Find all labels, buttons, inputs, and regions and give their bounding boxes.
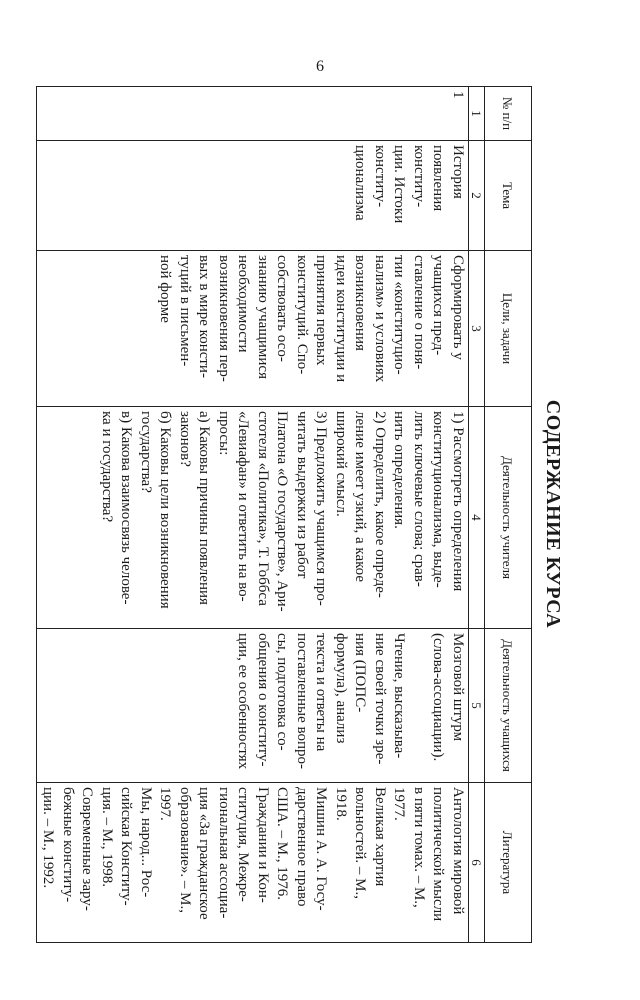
col-number: 1 [469,87,485,141]
cell-line: ка и государства? [99,411,115,523]
cell-line: вольностей. – М., [352,787,369,899]
teacher-activity-cell [37,407,469,629]
cell-line: текста и ответы на [313,633,330,752]
cell-line: ционализма [352,145,369,221]
header-num: № п/п [485,87,532,141]
cell-line: История [450,145,466,199]
cell-line: образование». – М., [177,787,193,913]
cell-line: возникновения пер- [216,255,232,382]
cell-line: тии «конституцио- [391,255,408,375]
header-literature: Литература [485,783,532,943]
cell-line: Мишин А. А. Госу- [313,787,330,911]
cell-line: читать выдержки из работ [294,411,310,579]
cell-line: ция. – М., 1998. [99,787,115,888]
topic-cell [37,141,469,251]
cell-line: в) Какова взаимосвязь челове- [118,411,135,605]
cell-line: Платона «О государстве», Ари- [274,411,291,612]
cell-line: Граждании и Кон- [255,787,271,903]
cell-line: б) Каковы цели возникновения [157,411,174,609]
cell-line: Современные зару- [79,787,96,911]
cell-line: США. – М., 1976. [274,787,291,901]
cell-line: дарственное право [294,787,310,907]
col-number: 2 [469,141,485,251]
cell-line: Великая хартия [372,787,388,887]
cell-line: 2) Определить, какое опреде- [372,411,388,598]
cell-line: сийская Конститу- [118,787,135,906]
cell-line: необходимости [235,255,252,353]
cell-line: знанию учащимися [255,255,271,379]
cell-line: гиональная ассоциа- [216,787,232,919]
cell-line: вых в мире консти- [196,255,213,378]
cell-line: общения о конститу- [255,633,271,767]
cell-line: ление имеет узкий, а какое [352,411,369,583]
cell-line: появления [430,145,447,212]
cell-line: широкий смысл. [333,411,349,517]
cell-line: нить определения. [391,411,408,529]
cell-line: 3) Предложить учащимся про- [313,411,330,606]
cell-line: ние своей точки зре- [372,633,388,765]
cell-line: Мозговой штурм [450,633,466,742]
cell-line: Мы, народ... Рос- [138,787,154,898]
cell-line: а) Каковы причины появления [196,411,213,605]
cell-line: Антология мировой [450,787,466,915]
cell-line: «Левиафан» и ответить на во- [235,411,252,602]
cell-line: конститу- [411,145,427,208]
cell-line: ставление о поня- [411,255,427,370]
goals-cell [37,251,469,407]
cell-line: 1977. [391,787,408,821]
col-number: 4 [469,407,485,629]
page-number: 6 [316,58,324,75]
cell-line: 1) Рассмотреть определения [450,411,466,592]
header-topic: Тема [485,141,532,251]
cell-line: принятия первых [313,255,330,366]
table-header-row [485,87,532,943]
cell-line: возникновения [352,255,369,351]
cell-line: учащихся пред- [430,255,447,356]
cell-line: собствовать осо- [274,255,291,362]
col-number: 3 [469,251,485,407]
cell-line: нализм» и условиях [372,255,388,383]
row-number: 1 [37,87,469,141]
student-activity-cell [37,629,469,783]
cell-line: ции. Истоки [391,145,408,224]
header-teacher: Деятельность учителя [485,407,532,629]
page-title: СОДЕРЖАНИЕ КУРСА [542,399,564,629]
cell-line [409,633,429,778]
cell-line: 1918. [333,787,349,821]
cell-line: стотеля «Политика», Т. Гоббса [255,411,271,606]
cell-line: идеи конституции и [333,255,349,383]
cell-line: сы, подготовка со- [274,633,291,751]
cell-line: в пяти томах. – М., [411,787,427,908]
cell-line: политической мысли [430,787,447,922]
cell-line: Чтение, высказыва- [391,633,408,759]
cell-line: бежные конститу- [60,787,76,903]
cell-line: ция «За гражданское [196,787,213,920]
cell-line: ституция, Межре- [235,787,252,902]
cell-line: Сформировать у [450,255,466,360]
rotated-content [38,86,568,942]
cell-line: просы: [216,411,232,456]
cell-line: ции, ее особенностях [235,633,252,770]
cell-line: конституционализма, выде- [430,411,447,588]
cell-line: ной форме [157,255,174,323]
cell-line: законов? [177,411,193,467]
cell-line: конституций. Спо- [294,255,310,375]
header-students: Деятельность учащихся [485,629,532,783]
table-row [37,87,469,943]
col-number: 6 [469,783,485,943]
cell-line: государства? [138,411,154,493]
cell-line: 1997. [157,787,174,821]
cell-line: лить ключевые слова; срав- [411,411,427,587]
course-table [36,86,532,943]
cell-line: поставленные вопро- [294,633,310,770]
cell-line: формула), анализ [333,633,349,744]
col-number: 5 [469,629,485,783]
column-number-row [469,87,485,943]
cell-line: туций в письмен- [177,255,193,367]
header-goals: Цели, задачи [485,251,532,407]
cell-line: (слова-ассоциации). [430,633,447,762]
cell-line: ния (ПОПС- [352,633,369,713]
cell-line: ции. – М., 1992. [40,787,57,889]
cell-line: конститу- [372,145,388,208]
literature-cell [37,783,469,943]
